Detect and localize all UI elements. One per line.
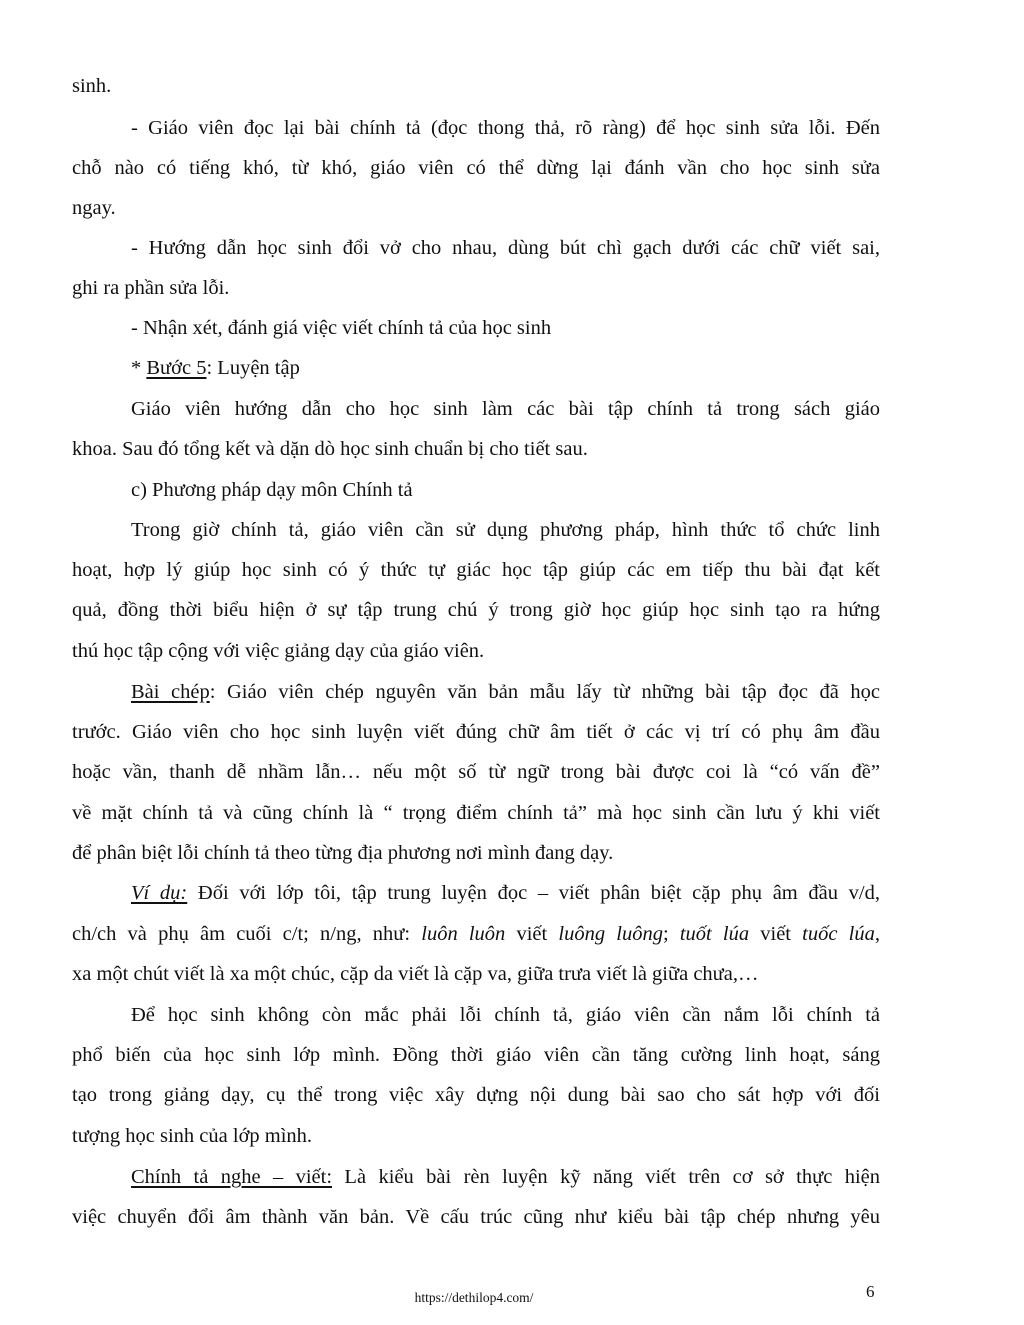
text-line: xa một chút viết là xa một chúc, cặp da viết là cặp va, giữa trưa viết là giữa chưa,… — [72, 963, 759, 985]
text-line: phổ biến của học sinh lớp mình. Đồng thời giáo viên cần tăng cường linh hoạt, sáng — [72, 1044, 880, 1066]
text-line — [131, 1165, 880, 1189]
text-line: Để học sinh không còn mắc phải lỗi chính tả, giáo viên cần nắm lỗi chính tả — [131, 1004, 880, 1026]
step-label: Bước 5 — [146, 357, 207, 379]
text-span: viết — [505, 923, 559, 945]
text-span: : Giáo viên chép nguyên văn bản mẫu lấy từ những bài tập đọc đã học — [209, 681, 880, 703]
text-span: ; — [662, 923, 680, 945]
italic-word: tuốt lúa — [679, 923, 750, 945]
italic-word: tuốc lúa — [802, 923, 875, 945]
text-line: việc chuyển đổi âm thành văn bản. Về cấu trúc cũng như kiểu bài tập chép nhưng yêu — [72, 1206, 880, 1228]
text-line: để phân biệt lỗi chính tả theo từng địa phương nơi mình đang dạy. — [72, 842, 614, 864]
text-line: tạo trong giảng dạy, cụ thể trong việc xây dựng nội dung bài sao cho sát hợp với đối — [72, 1084, 880, 1106]
text-span: Đối với lớp tôi, tập trung luyện đọc – viết phân biệt cặp phụ âm đầu v/d, — [187, 882, 881, 904]
text-span: , — [874, 923, 880, 945]
text-line: sinh. — [72, 75, 112, 97]
text-line: ngay. — [72, 197, 116, 219]
example-label: Ví dụ: — [131, 882, 188, 904]
italic-word: luôn luôn — [421, 923, 506, 945]
text-line: - Nhận xét, đánh giá việc viết chính tả của học sinh — [131, 317, 552, 339]
text-line — [72, 922, 880, 946]
text-line: chỗ nào có tiếng khó, từ khó, giáo viên có thể dừng lại đánh vần cho học sinh sửa — [72, 157, 880, 179]
text-line — [131, 680, 880, 704]
text-line: thú học tập cộng với việc giảng dạy của giáo viên. — [72, 640, 485, 662]
text-line: tượng học sinh của lớp mình. — [72, 1125, 313, 1147]
text-line: Giáo viên hướng dẫn cho học sinh làm các bài tập chính tả trong sách giáo — [131, 398, 880, 420]
term-bai-chep: Bài chép — [131, 681, 210, 703]
italic-word: luông luông — [558, 923, 663, 945]
step-heading — [131, 356, 880, 380]
text-line: - Giáo viên đọc lại bài chính tả (đọc thong thả, rõ ràng) để học sinh sửa lỗi. Đến — [131, 117, 880, 139]
term-nghe-viet: Chính tả nghe – viết: — [131, 1166, 333, 1188]
text-line: khoa. Sau đó tổng kết và dặn dò học sinh chuẩn bị cho tiết sau. — [72, 438, 588, 460]
bullet-star: * — [131, 357, 147, 379]
text-line: trước. Giáo viên cho học sinh luyện viết đúng chữ âm tiết ở các vị trí có phụ âm đầu — [72, 721, 880, 743]
footer-link[interactable]: https://dethilop4.com/ — [414, 1290, 534, 1305]
text-span: Là kiểu bài rèn luyện kỹ năng viết trên cơ sở thực hiện — [332, 1166, 880, 1188]
text-span: viết — [749, 923, 803, 945]
text-line: quả, đồng thời biểu hiện ở sự tập trung chú ý trong giờ học giúp học sinh tạo ra hứng — [72, 599, 880, 621]
text-line: hoặc vần, thanh dễ nhầm lẫn… nếu một số từ ngữ trong bài được coi là “có vấn đề” — [72, 761, 880, 783]
section-heading: c) Phương pháp dạy môn Chính tả — [131, 479, 413, 501]
text-span: ch/ch và phụ âm cuối c/t; n/ng, như: — [72, 923, 422, 945]
text-line: về mặt chính tả và cũng chính là “ trọng điểm chính tả” mà học sinh cần lưu ý khi viết — [72, 802, 880, 824]
text-line: Trong giờ chính tả, giáo viên cần sử dụng phương pháp, hình thức tổ chức linh — [131, 519, 880, 541]
text-line — [131, 881, 880, 905]
step-title: : Luyện tập — [206, 357, 300, 379]
text-line: ghi ra phần sửa lỗi. — [72, 277, 230, 299]
text-line: - Hướng dẫn học sinh đổi vở cho nhau, dùng bút chì gạch dưới các chữ viết sai, — [131, 237, 880, 259]
page-number: 6 — [866, 1282, 875, 1301]
text-line: hoạt, hợp lý giúp học sinh có ý thức tự giác học tập giúp các em tiếp thu bài đạt kết — [72, 559, 880, 581]
